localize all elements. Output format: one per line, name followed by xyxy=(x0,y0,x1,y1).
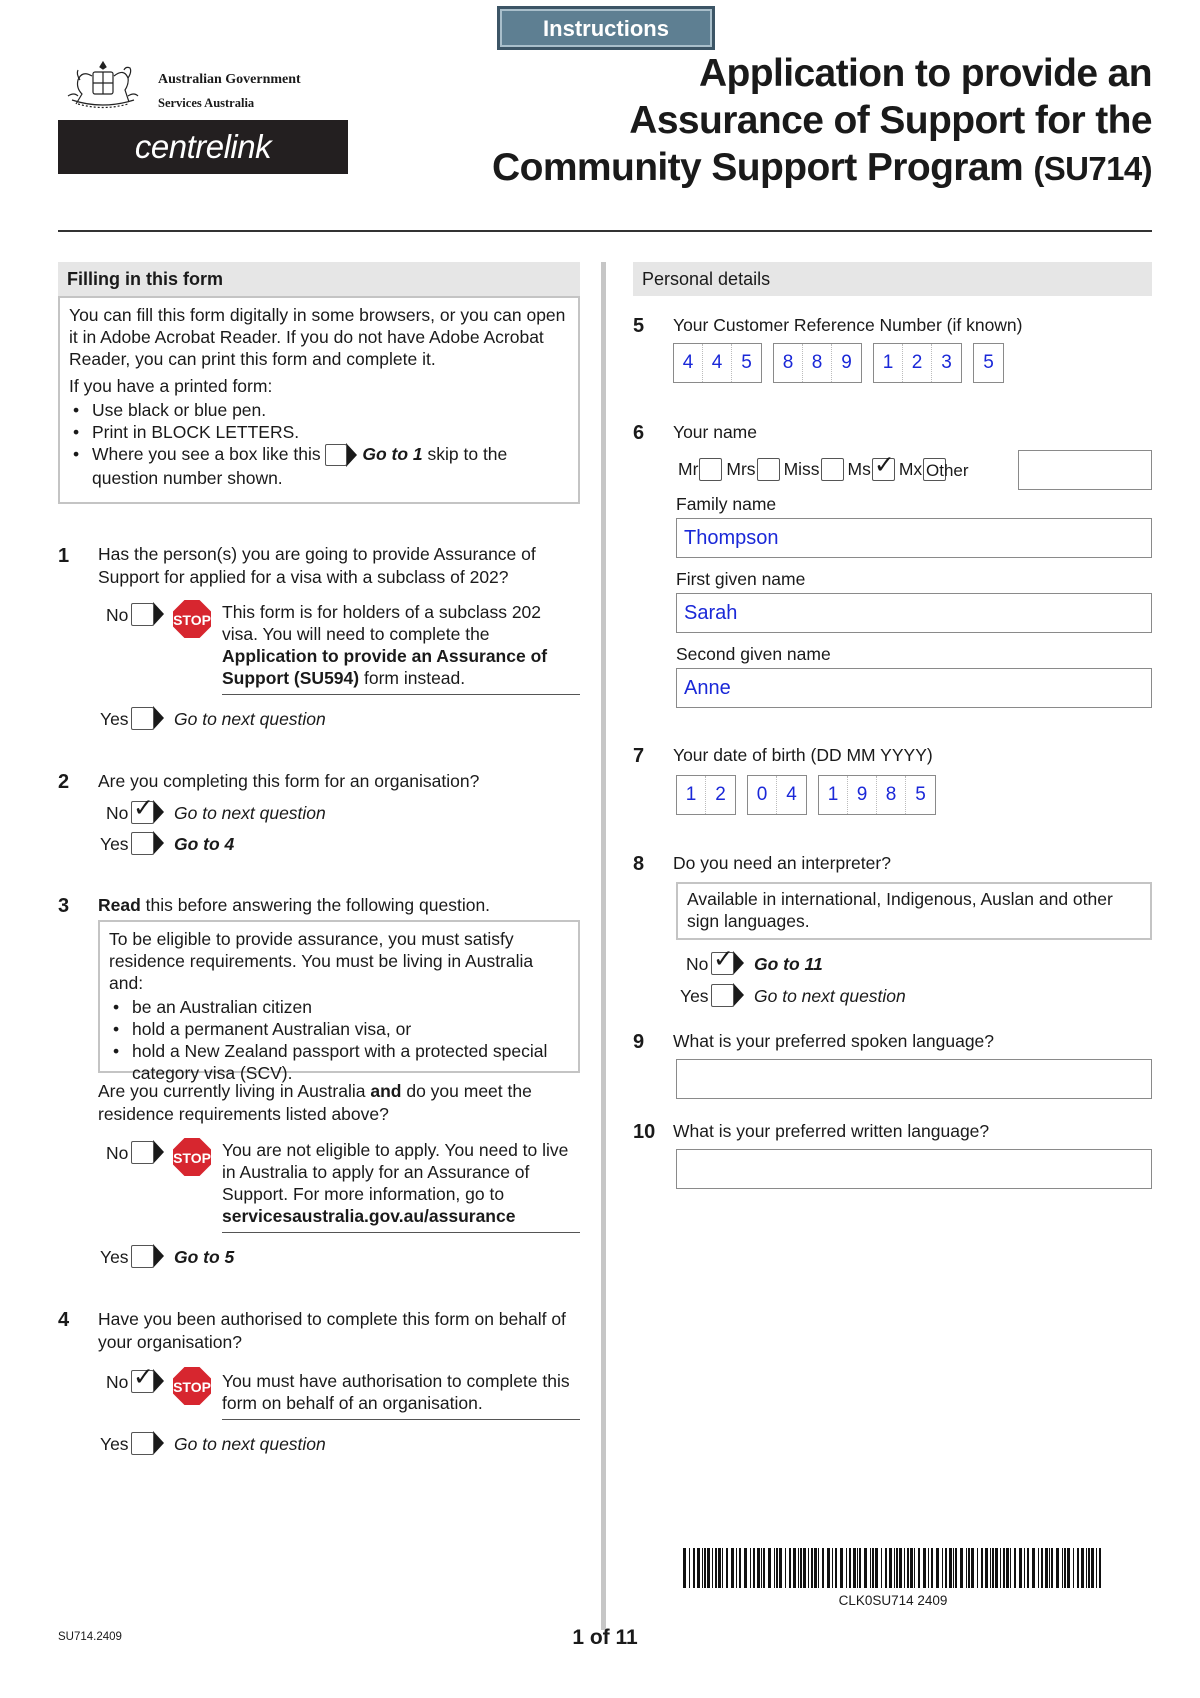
barcode-bar xyxy=(1064,1548,1066,1588)
q3-read-note: Read this before answering the following question. xyxy=(98,895,491,915)
barcode-bar xyxy=(942,1548,943,1588)
svg-text:STOP: STOP xyxy=(173,1150,211,1166)
title-checkbox[interactable] xyxy=(757,458,780,481)
q1-no-label: No xyxy=(106,605,129,625)
barcode-bar xyxy=(840,1548,843,1588)
barcode-bar xyxy=(872,1548,874,1588)
barcode-bar xyxy=(1091,1548,1094,1588)
instructions-button[interactable]: Instructions xyxy=(497,6,715,50)
barcode-bar xyxy=(960,1548,963,1588)
crn-group-1[interactable]: 4 4 5 xyxy=(673,343,762,383)
dob-month[interactable]: 0 4 xyxy=(747,775,807,815)
barcode-bar xyxy=(697,1548,700,1588)
dob-field[interactable] xyxy=(676,775,936,815)
barcode-bar xyxy=(731,1548,734,1588)
title-option-label: Mrs xyxy=(726,459,756,480)
title-option-label: Mr xyxy=(678,459,699,480)
barcode-bar xyxy=(875,1548,878,1588)
filling-para-1: You can fill this form digitally in some browsers, or you can open it in Adobe Acrobat Reader. If you do not have Adobe Acrobat Reader, you can print this form and complete it. xyxy=(69,305,566,369)
barcode-bar xyxy=(789,1548,791,1588)
barcode-bar xyxy=(857,1548,858,1588)
barcode-bar xyxy=(990,1548,991,1588)
q9-number: 9 xyxy=(633,1031,645,1053)
barcode-bar xyxy=(814,1548,817,1588)
q3-stop-message: You are not eligible to apply. You need to live in Australia to apply for an Assurance of Support. For more information, go to servicesaustralia.gov.au/assurance xyxy=(222,1139,580,1233)
barcode-bar xyxy=(1086,1548,1087,1588)
arrow-icon xyxy=(346,443,357,467)
header-divider xyxy=(58,230,1152,232)
barcode-bar xyxy=(835,1548,837,1588)
barcode-bar xyxy=(870,1548,871,1588)
barcode-bar xyxy=(763,1548,765,1588)
q1-stop-message: This form is for holders of a subclass 202 visa. You will need to complete the Application to provide an Assurance of Support (SU594) form instead. xyxy=(222,601,580,695)
barcode-bar xyxy=(1027,1548,1029,1588)
family-name-field[interactable]: Thompson xyxy=(676,518,1152,558)
barcode-bar xyxy=(1019,1548,1022,1588)
q2-yes-goto: Go to 4 xyxy=(174,834,235,854)
barcode-bar xyxy=(707,1548,710,1588)
q8-yes-label: Yes xyxy=(680,986,709,1006)
q3-number: 3 xyxy=(58,895,70,917)
barcode-bar xyxy=(832,1548,833,1588)
checkmark-icon: ✓ xyxy=(713,944,734,973)
barcode-bar xyxy=(1006,1548,1009,1588)
example-goto: Go to 1 xyxy=(362,444,423,464)
barcode-bar xyxy=(1067,1548,1070,1588)
barcode-bar xyxy=(907,1548,909,1588)
q3-yes-label: Yes xyxy=(100,1247,129,1267)
crn-field[interactable] xyxy=(673,343,1004,383)
barcode-bar xyxy=(776,1548,778,1588)
title-option-miss[interactable] xyxy=(784,458,844,481)
stop-sign-icon xyxy=(171,598,213,640)
column-divider xyxy=(601,262,606,1630)
q5-number: 5 xyxy=(633,315,645,337)
barcode-bar xyxy=(949,1548,952,1588)
q3-yes-checkbox[interactable] xyxy=(131,1244,164,1268)
q1-yes-checkbox[interactable] xyxy=(131,706,164,730)
q3-bullet-1: • be an Australian citizen xyxy=(109,996,569,1018)
barcode-bar xyxy=(750,1548,751,1588)
q8-yes-goto: Go to next question xyxy=(754,986,906,1006)
barcode-bar xyxy=(1088,1548,1090,1588)
first-name-label: First given name xyxy=(676,569,806,589)
barcode-bar xyxy=(761,1548,762,1588)
barcode-bar xyxy=(899,1548,902,1588)
q3-bullet-2: • hold a permanent Australian visa, or xyxy=(109,1018,569,1040)
barcode-bar xyxy=(1051,1548,1053,1588)
title-line-1: Application to provide an xyxy=(698,52,1152,95)
barcode-bar xyxy=(1099,1548,1101,1588)
barcode-bar xyxy=(779,1548,782,1588)
centrelink-logo: centrelink xyxy=(58,120,348,174)
form-code: (SU714) xyxy=(1033,150,1152,187)
barcode-icon xyxy=(683,1548,1103,1588)
barcode-bar xyxy=(945,1548,947,1588)
footer-form-code: SU714.2409 xyxy=(58,1631,122,1643)
checkmark-icon: ✓ xyxy=(133,1362,154,1391)
q8-text: Do you need an interpreter? xyxy=(673,853,891,873)
checkmark-icon: ✓ xyxy=(133,793,154,822)
q4-yes-checkbox[interactable] xyxy=(131,1431,164,1455)
q3-no-label: No xyxy=(106,1143,129,1163)
barcode-bar xyxy=(936,1548,939,1588)
q8-info-box: Available in international, Indigenous, Auslan and other sign languages. xyxy=(676,882,1152,940)
barcode-bar xyxy=(1045,1548,1048,1588)
barcode-bar xyxy=(726,1548,728,1588)
barcode-bar xyxy=(1010,1548,1011,1588)
q1-number: 1 xyxy=(58,545,70,567)
barcode-bar xyxy=(774,1548,775,1588)
q3-yes-goto: Go to 5 xyxy=(174,1247,235,1267)
q4-stop-message: You must have authorisation to complete this form on behalf of an organisation. xyxy=(222,1370,580,1420)
title-checkbox[interactable] xyxy=(699,458,722,481)
title-other-field[interactable] xyxy=(1018,450,1152,490)
q2-number: 2 xyxy=(58,771,70,793)
q4-number: 4 xyxy=(58,1309,70,1331)
barcode-bar xyxy=(1056,1548,1059,1588)
second-name-field[interactable]: Anne xyxy=(676,668,1152,708)
barcode-bar xyxy=(818,1548,819,1588)
title-other-label: Other xyxy=(926,461,969,480)
q2-yes-checkbox[interactable] xyxy=(131,831,164,855)
page-number: 1 of 11 xyxy=(572,1626,638,1649)
stop-sign-icon xyxy=(171,1365,213,1407)
arrow-icon xyxy=(153,800,164,824)
q9-text: What is your preferred spoken language? xyxy=(673,1031,995,1051)
barcode-bar xyxy=(1096,1548,1097,1588)
barcode-code: CLK0SU714 2409 xyxy=(838,1593,948,1608)
title-option-mrs[interactable] xyxy=(726,458,779,481)
barcode-bar xyxy=(910,1548,913,1588)
barcode-bar xyxy=(889,1548,892,1588)
arrow-icon xyxy=(153,1244,164,1268)
title-option-label: Mx xyxy=(898,459,923,480)
svg-text:STOP: STOP xyxy=(173,1379,211,1395)
barcode-bar xyxy=(1003,1548,1005,1588)
checkmark-icon: ✓ xyxy=(873,451,895,479)
q2-no-label: No xyxy=(106,803,129,823)
q3-eligibility-box xyxy=(98,920,580,1083)
second-name-label: Second given name xyxy=(676,644,831,664)
barcode-bar xyxy=(744,1548,747,1588)
q3-question: Are you currently living in Australia and do you meet the residence requirements listed above? xyxy=(98,1081,532,1124)
barcode-bar xyxy=(1081,1548,1084,1588)
barcode-bar xyxy=(803,1548,806,1588)
barcode-bar xyxy=(1024,1548,1025,1588)
barcode-bar xyxy=(896,1548,898,1588)
q1-yes-label: Yes xyxy=(100,709,129,729)
barcode-bar xyxy=(712,1548,713,1588)
q6-number: 6 xyxy=(633,422,645,444)
arrow-icon xyxy=(733,983,744,1007)
barcode-bar xyxy=(1062,1548,1063,1588)
title-checkbox[interactable] xyxy=(872,451,895,481)
title-line-2: Assurance of Support for the xyxy=(629,99,1152,142)
q8-yes-checkbox[interactable] xyxy=(711,983,744,1007)
barcode-bar xyxy=(1038,1548,1039,1588)
q6-text: Your name xyxy=(673,422,757,442)
barcode-bar xyxy=(811,1548,813,1588)
assurance-link[interactable]: servicesaustralia.gov.au/assurance xyxy=(222,1206,516,1226)
q2-yes-label: Yes xyxy=(100,834,129,854)
barcode-bar xyxy=(693,1548,695,1588)
barcode-bar xyxy=(849,1548,851,1588)
arrow-icon xyxy=(153,1140,164,1164)
barcode-bar xyxy=(955,1548,957,1588)
filling-bullet-1: • Use black or blue pen. xyxy=(69,399,569,421)
barcode-bar xyxy=(822,1548,824,1588)
q4-yes-label: Yes xyxy=(100,1434,129,1454)
barcode-bar xyxy=(985,1548,988,1588)
q1-yes-goto: Go to next question xyxy=(174,709,326,729)
example-checkbox xyxy=(325,444,347,466)
agency-name: Services Australia xyxy=(158,96,255,110)
q3-bullet-3: • hold a New Zealand passport with a protected special category visa (SCV). xyxy=(109,1040,569,1084)
barcode-bar xyxy=(846,1548,847,1588)
q2-no-goto: Go to next question xyxy=(174,803,326,823)
family-name-label: Family name xyxy=(676,494,777,514)
barcode-bar xyxy=(953,1548,954,1588)
barcode-bar xyxy=(798,1548,799,1588)
filling-info-box xyxy=(58,296,580,504)
arrow-icon xyxy=(153,706,164,730)
q2-no-checkbox[interactable] xyxy=(131,793,164,824)
barcode-bar xyxy=(1049,1548,1050,1588)
first-name-field[interactable]: Sarah xyxy=(676,593,1152,633)
personal-details-heading: Personal details xyxy=(633,262,1152,296)
barcode-bar xyxy=(722,1548,723,1588)
barcode-bar xyxy=(1073,1548,1074,1588)
q4-text: Have you been authorised to complete this form on behalf of your organisation? xyxy=(98,1309,566,1352)
filling-para-2: If you have a printed form: xyxy=(69,376,273,396)
arrow-icon xyxy=(733,951,744,975)
stop-sign-icon xyxy=(171,1136,213,1178)
barcode-bar xyxy=(914,1548,915,1588)
barcode-bar xyxy=(689,1548,690,1588)
q10-text: What is your preferred written language? xyxy=(673,1121,990,1141)
barcode-bar xyxy=(718,1548,721,1588)
barcode-bar xyxy=(923,1548,926,1588)
barcode-bar xyxy=(757,1548,760,1588)
barcode-bar xyxy=(881,1548,882,1588)
government-name: Australian Government xyxy=(158,72,301,87)
q1-text: Has the person(s) you are going to provide Assurance of Support for applied for a visa with a subclass of 202? xyxy=(98,544,536,587)
barcode-bar xyxy=(971,1548,974,1588)
filling-bullet-3: • Where you see a box like this Go to 1 skip to the question number shown. xyxy=(69,443,569,489)
q4-no-label: No xyxy=(106,1372,129,1392)
q8-number: 8 xyxy=(633,853,645,875)
q5-text: Your Customer Reference Number (if known) xyxy=(673,315,1023,335)
q2-text: Are you completing this form for an organisation? xyxy=(98,771,480,791)
spoken-language-field[interactable] xyxy=(676,1059,1152,1099)
barcode-bar xyxy=(768,1548,771,1588)
title-option-label: Miss xyxy=(783,459,820,480)
barcode-bar xyxy=(715,1548,717,1588)
barcode-bar xyxy=(704,1548,706,1588)
q8-no-label: No xyxy=(686,954,709,974)
crn-group-2[interactable]: 8 8 9 xyxy=(773,343,862,383)
q10-number: 10 xyxy=(633,1121,656,1143)
barcode-bar xyxy=(968,1548,970,1588)
barcode-bar xyxy=(702,1548,703,1588)
barcode-bar xyxy=(885,1548,887,1588)
coat-of-arms-icon xyxy=(58,56,148,114)
crn-group-3[interactable]: 1 2 3 xyxy=(873,343,962,383)
barcode-bar xyxy=(992,1548,994,1588)
barcode-bar xyxy=(785,1548,786,1588)
title-option-mr[interactable] xyxy=(678,458,722,481)
barcode-bar xyxy=(981,1548,983,1588)
barcode-bar xyxy=(853,1548,856,1588)
filling-bullet-2: • Print in BLOCK LETTERS. xyxy=(69,421,569,443)
barcode-bar xyxy=(1077,1548,1079,1588)
svg-text:STOP: STOP xyxy=(173,612,211,628)
barcode-bar xyxy=(931,1548,933,1588)
barcode-bar xyxy=(739,1548,741,1588)
q1-no-checkbox[interactable] xyxy=(131,602,164,626)
barcode-bar xyxy=(928,1548,929,1588)
written-language-field[interactable] xyxy=(676,1149,1152,1189)
barcode-bar xyxy=(1032,1548,1035,1588)
q8-no-checkbox[interactable] xyxy=(711,944,744,975)
dob-day[interactable]: 1 2 xyxy=(676,775,736,815)
q8-no-goto: Go to 11 xyxy=(754,954,823,974)
q7-text: Your date of birth (DD MM YYYY) xyxy=(673,745,933,765)
barcode-bar xyxy=(995,1548,998,1588)
barcode-bar xyxy=(800,1548,802,1588)
barcode-bar xyxy=(1000,1548,1001,1588)
barcode-bar xyxy=(753,1548,755,1588)
barcode-bar xyxy=(736,1548,737,1588)
barcode-bar xyxy=(977,1548,978,1588)
government-logo xyxy=(58,52,358,172)
crn-group-4[interactable]: 5 xyxy=(973,343,1004,383)
barcode-bar xyxy=(1041,1548,1043,1588)
title-options xyxy=(678,451,950,481)
barcode-bar xyxy=(904,1548,905,1588)
barcode-bar xyxy=(859,1548,861,1588)
barcode-bar xyxy=(894,1548,895,1588)
su594-form-name: Application to provide an Assurance of Support (SU594) xyxy=(222,646,548,688)
barcode-bar xyxy=(683,1548,686,1588)
title-line-3: Community Support Program xyxy=(492,146,1024,189)
title-checkbox[interactable] xyxy=(821,458,844,481)
arrow-icon xyxy=(153,1431,164,1455)
arrow-icon xyxy=(153,831,164,855)
barcode-bar xyxy=(827,1548,830,1588)
filling-heading: Filling in this form xyxy=(58,262,580,296)
barcode-bar xyxy=(864,1548,867,1588)
q4-no-checkbox[interactable] xyxy=(131,1362,164,1393)
arrow-icon xyxy=(153,602,164,626)
q4-yes-goto: Go to next question xyxy=(174,1434,326,1454)
title-option-ms[interactable] xyxy=(847,451,895,481)
q3-box-intro: To be eligible to provide assurance, you must satisfy residence requirements. You must be living in Australia and: xyxy=(109,929,534,993)
barcode-bar xyxy=(966,1548,967,1588)
dob-year[interactable]: 1 9 8 5 xyxy=(818,775,936,815)
q3-no-checkbox[interactable] xyxy=(131,1140,164,1164)
barcode-bar xyxy=(918,1548,920,1588)
barcode-bar xyxy=(793,1548,796,1588)
q7-number: 7 xyxy=(633,745,645,767)
arrow-icon xyxy=(153,1369,164,1393)
page-title xyxy=(432,50,1152,192)
barcode-bar xyxy=(1014,1548,1016,1588)
title-option-label: Ms xyxy=(847,459,871,480)
barcode-bar xyxy=(808,1548,809,1588)
